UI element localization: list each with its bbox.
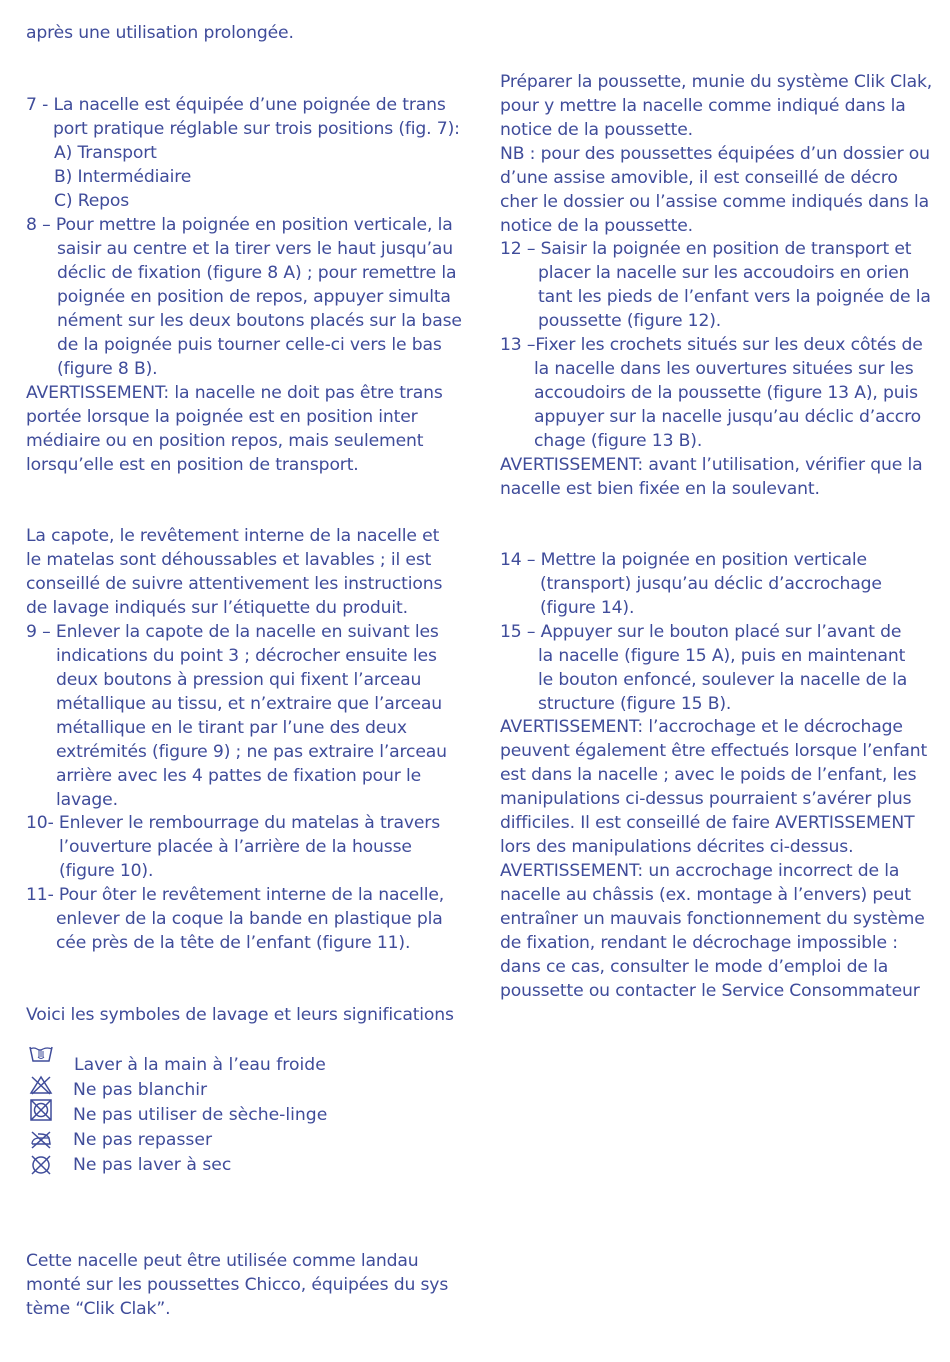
washing-symbol-row [26,1074,426,1099]
item-8-line: saisir au centre et la tirer vers le haut jusqu’au [57,239,454,259]
washing-symbol-row [26,1153,426,1178]
item-7-line: 7 - La nacelle est équipée d’une poignée de trans [26,95,446,115]
washing-intro: La capote, le revêtement interne de la nacelle et le matelas sont déhoussables et lavables ; il est conseillé de suivre attentivement les instructions de lavage indiqués sur l’étiquette du produit. [26,526,443,618]
handle-position-option: A) Transport [54,143,157,163]
item-14: 14 – Mettre la poignée en position verticale (transport) jusqu’au déclic d’accrochage (figure 14). [500,550,882,618]
item-10: 10- Enlever le rembourrage du matelas à travers l’ouverture placée à l’arrière de la housse (figure 10). [26,813,440,881]
washing-symbols-title: Voici les symboles de lavage et leurs significations [26,1005,454,1025]
handle-position-option: B) Intermédiaire [54,167,192,187]
warning-incorrect-hooking: AVERTISSEMENT: un accrochage incorrect de la nacelle au châssis (ex. montage à l’envers) peut entraîner un mauvais fonctionnement du système de fixation, rendant le décrochage impossible : dans ce cas, consulter le mode d’emploi de la poussette ou contacter le Service Consommateur [500,861,925,1001]
item-12: 12 – Saisir la poignée en position de transport et placer la nacelle sur les accoudoirs en orien tant les pieds de l’enfant vers la poignée de la poussette (figure 12). [500,239,931,331]
item-8 [26,213,462,381]
no-bleach-icon [28,1074,54,1096]
item-7 [26,93,460,213]
hand-wash-cold-icon [28,1043,54,1065]
item-8-line: nément sur les deux boutons placés sur la base [57,311,462,331]
no-dry-clean-icon [28,1153,54,1175]
item-15: 15 – Appuyer sur le bouton placé sur l’avant de la nacelle (figure 15 A), puis en maintenant le bouton enfoncé, soulever la nacelle de la structure (figure 15 B). [500,622,908,714]
symbol-label: Ne pas utiliser de sèche-linge [73,1105,328,1125]
warning-handle-transport: AVERTISSEMENT: la nacelle ne doit pas être trans portée lorsque la poignée est en position inter médiaire ou en position repos, mais seulement lorsqu’elle est en position de transport. [26,383,443,475]
warning-hooking-with-child: AVERTISSEMENT: l’accrochage et le décrochage peuvent également être effectués lorsque l’enfant est dans la nacelle ; avec le poids de l’enfant, les manipulations ci-dessus pourraient s’avérer plus difficiles. Il est conseillé de faire AVERTISSEMENT lors des manipulations décrites ci-dessus. [500,717,928,857]
washing-symbol-row [26,1128,426,1153]
prepare-paragraph: Préparer la poussette, munie du système Clik Clak, pour y mettre la nacelle comme indiqué dans la notice de la poussette. [500,72,933,140]
item-9: 9 – Enlever la capote de la nacelle en suivant les indications du point 3 ; décrocher ensuite les deux boutons à pression qui fixent l’arceau métallique au tissu, et n’extraire que l’arceau métallique en le tirant par l’une des deux extrémités (figure 9) ; ne pas extraire l’arceau arrière avec les 4 pattes de fixation pour le lavage. [26,622,447,810]
nb-paragraph: NB : pour des poussettes équipées d’un dossier ou d’une assise amovible, il est conseillé de décro cher le dossier ou l’assise comme indiqués dans la notice de la poussette. [500,144,930,236]
symbol-label: Ne pas blanchir [73,1080,208,1100]
no-iron-icon [28,1128,54,1150]
item-11: 11- Pour ôter le revêtement interne de la nacelle, enlever de la coque la bande en plastique pla cée près de la tête de l’enfant (figure 11). [26,885,445,953]
symbol-label: Ne pas laver à sec [73,1155,232,1175]
intro-line: après une utilisation prolongée. [26,23,294,43]
item-8-line: de la poignée puis tourner celle-ci vers le bas [57,335,442,355]
no-tumble-dry-icon [28,1099,54,1121]
item-8-line: 8 – Pour mettre la poignée en position verticale, la [26,215,453,235]
item-13: 13 –Fixer les crochets situés sur les deux côtés de la nacelle dans les ouvertures situées sur les accoudoirs de la poussette (figure 13 A), puis appuyer sur la nacelle jusqu’au déclic d’accro chage (figure 13 B). [500,335,923,451]
item-8-line: (figure 8 B). [57,359,158,379]
item-8-line: poignée en position de repos, appuyer simulta [57,287,451,307]
closing-paragraph: Cette nacelle peut être utilisée comme landau monté sur les poussettes Chicco, équipées du sys tème “Clik Clak”. [26,1251,449,1319]
symbol-label: Ne pas repasser [73,1130,213,1150]
item-8-line: déclic de fixation (figure 8 A) ; pour remettre la [57,263,457,283]
handle-position-option: C) Repos [54,191,130,211]
washing-symbol-row [26,1043,426,1075]
symbol-label: Laver à la main à l’eau froide [74,1055,326,1075]
washing-symbol-row [26,1099,426,1124]
warning-check-fixed: AVERTISSEMENT: avant l’utilisation, vérifier que la nacelle est bien fixée en la soulevant. [500,455,923,499]
item-7-line: port pratique réglable sur trois positions (fig. 7): [53,119,460,139]
